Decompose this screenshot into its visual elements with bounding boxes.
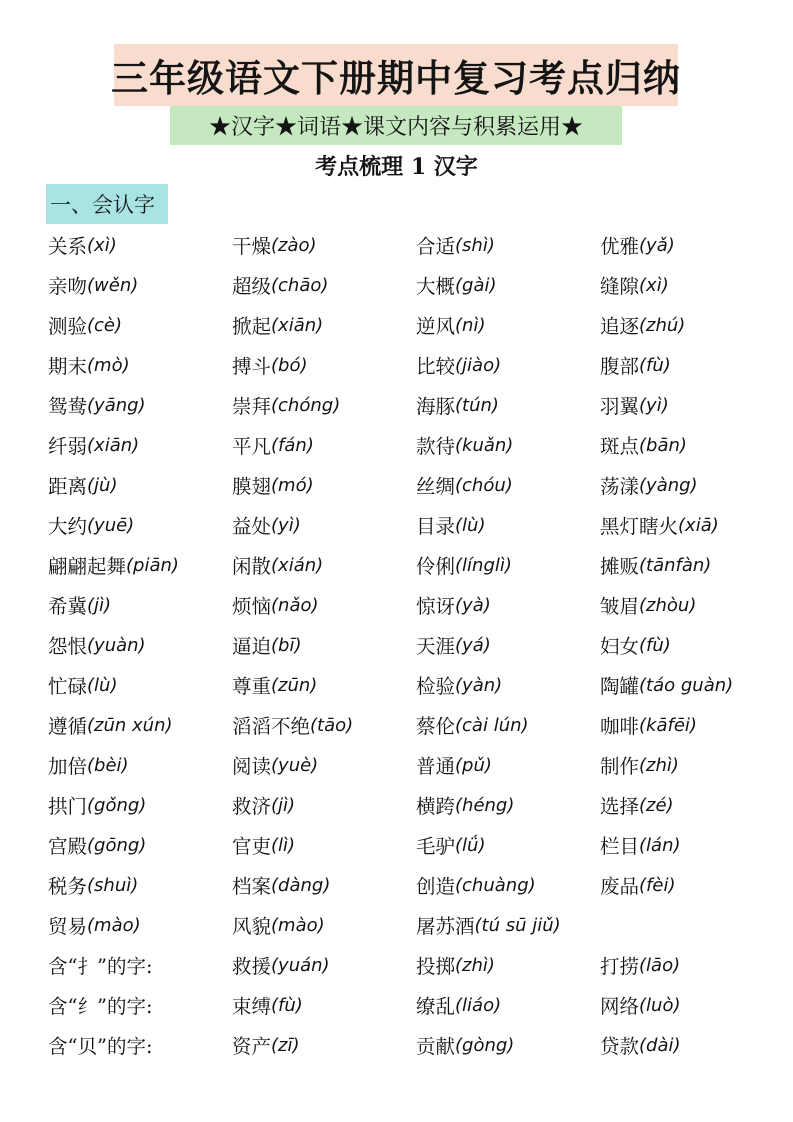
word-entry xyxy=(48,705,173,745)
word-text: 搏斗 xyxy=(232,355,272,378)
pinyin-text: (chuàng) xyxy=(455,874,536,896)
word-text: 束缚 xyxy=(232,995,272,1018)
word-row xyxy=(48,265,788,305)
word-text: 普通 xyxy=(416,755,456,778)
pinyin-text: (lì) xyxy=(271,834,296,856)
pinyin-text: (zhì) xyxy=(639,754,679,776)
word-text: 掀起 xyxy=(232,315,272,338)
word-entry xyxy=(600,505,719,545)
word-text: 亲吻 xyxy=(48,275,88,298)
pinyin-text: (jù) xyxy=(87,474,118,496)
word-entry xyxy=(232,385,340,425)
word-text: 干燥 xyxy=(232,235,272,258)
word-entry xyxy=(232,465,314,505)
word-row xyxy=(48,865,788,905)
pinyin-text: (nǎo) xyxy=(271,594,319,616)
pinyin-text: (jiào) xyxy=(455,354,502,376)
word-text: 栏目 xyxy=(600,835,640,858)
word-row xyxy=(48,465,788,505)
pinyin-text: (mào) xyxy=(271,914,325,936)
word-entry xyxy=(232,345,308,385)
word-text: 尊重 xyxy=(232,675,272,698)
word-text: 测验 xyxy=(48,315,88,338)
word-text: 怨恨 xyxy=(48,635,88,658)
section-heading: 一、会认字 xyxy=(46,184,168,224)
word-text: 蔡伦 xyxy=(416,715,456,738)
word-entry xyxy=(600,745,679,785)
pinyin-text: (yàng) xyxy=(639,474,698,496)
word-entry xyxy=(48,585,111,625)
pinyin-text: (chóu) xyxy=(455,474,513,496)
word-text: 目录 xyxy=(416,515,456,538)
word-row xyxy=(48,985,788,1025)
word-text: 贷款 xyxy=(600,1035,640,1058)
word-entry xyxy=(600,265,669,305)
pinyin-text: (cè) xyxy=(87,314,123,336)
word-text: 大概 xyxy=(416,275,456,298)
word-row xyxy=(48,345,788,385)
word-row xyxy=(48,1025,788,1065)
pinyin-text: (táo guàn) xyxy=(639,674,734,696)
pinyin-text: (fán) xyxy=(271,434,314,456)
word-text: 斑点 xyxy=(600,435,640,458)
word-text: 逼迫 xyxy=(232,635,272,658)
word-text: 救济 xyxy=(232,795,272,818)
word-entry xyxy=(232,505,301,545)
pinyin-text: (tānfàn) xyxy=(639,554,712,576)
word-entry xyxy=(600,305,685,345)
pinyin-text: (gài) xyxy=(455,274,497,296)
pinyin-text: (tún) xyxy=(455,394,499,416)
word-entry xyxy=(600,225,675,265)
word-text: 咖啡 xyxy=(600,715,640,738)
pinyin-text: (mào) xyxy=(87,914,141,936)
word-text: 追逐 xyxy=(600,315,640,338)
pinyin-text: (yuán) xyxy=(271,954,330,976)
word-text: 闲散 xyxy=(232,555,272,578)
word-text: 宫殿 xyxy=(48,835,88,858)
word-text: 缝隙 xyxy=(600,275,640,298)
pinyin-text: (yì) xyxy=(639,394,669,416)
word-entry xyxy=(48,345,130,385)
word-entry xyxy=(416,905,561,945)
word-text: 含“贝”的字: xyxy=(48,1035,153,1058)
word-entry xyxy=(600,625,671,665)
word-row xyxy=(48,385,788,425)
pinyin-text: (yà) xyxy=(455,594,491,616)
word-text: 制作 xyxy=(600,755,640,778)
word-row xyxy=(48,505,788,545)
pinyin-text: (xiā) xyxy=(678,514,719,536)
pinyin-text: (pǔ) xyxy=(455,754,492,776)
word-entry xyxy=(600,665,733,705)
pinyin-text: (yuē) xyxy=(87,514,135,536)
pinyin-text: (fù) xyxy=(639,634,671,656)
word-text: 官吏 xyxy=(232,835,272,858)
word-row xyxy=(48,665,788,705)
section-title: 考点梳理 1 汉字 xyxy=(315,153,478,180)
word-entry xyxy=(48,305,122,345)
word-text: 加倍 xyxy=(48,755,88,778)
word-entry xyxy=(48,785,146,825)
pinyin-text: (dài) xyxy=(639,1034,681,1056)
pinyin-text: (yǎ) xyxy=(639,234,675,256)
word-text: 黑灯瞎火 xyxy=(600,515,679,538)
word-text: 羽翼 xyxy=(600,395,640,418)
pinyin-text: (gōng) xyxy=(87,834,147,856)
word-text: 贡献 xyxy=(416,1035,456,1058)
word-entry xyxy=(232,545,323,585)
pinyin-text: (zhòu) xyxy=(639,594,697,616)
word-text: 关系 xyxy=(48,235,88,258)
word-entry xyxy=(416,345,501,385)
word-entry xyxy=(232,585,319,625)
word-entry xyxy=(48,1025,153,1065)
word-entry xyxy=(48,465,117,505)
word-entry xyxy=(416,225,495,265)
pinyin-text: (bān) xyxy=(639,434,687,456)
pinyin-text: (tāo) xyxy=(310,714,354,736)
word-entry xyxy=(416,585,491,625)
word-text: 距离 xyxy=(48,475,88,498)
word-entry xyxy=(232,705,353,745)
pinyin-text: (gòng) xyxy=(455,1034,515,1056)
word-row xyxy=(48,585,788,625)
word-entry xyxy=(48,665,117,705)
pinyin-text: (shuì) xyxy=(87,874,139,896)
pinyin-text: (yuè) xyxy=(271,754,319,776)
word-entry xyxy=(600,1025,681,1065)
word-text: 含“纟”的字: xyxy=(48,995,153,1018)
word-entry xyxy=(600,865,675,905)
word-entry xyxy=(416,825,485,865)
pinyin-text: (zào) xyxy=(271,234,317,256)
pinyin-text: (zī) xyxy=(271,1034,300,1056)
pinyin-text: (shì) xyxy=(455,234,495,256)
word-row xyxy=(48,825,788,865)
pinyin-text: (xì) xyxy=(87,234,117,256)
word-row xyxy=(48,625,788,665)
word-row xyxy=(48,225,788,265)
pinyin-text: (fù) xyxy=(639,354,671,376)
pinyin-text: (bó) xyxy=(271,354,308,376)
word-text: 废品 xyxy=(600,875,640,898)
page-title: 三年级语文下册期中复习考点归纳 xyxy=(114,44,678,106)
word-text: 希冀 xyxy=(48,595,88,618)
pinyin-text: (yá) xyxy=(455,634,491,656)
word-entry xyxy=(600,705,697,745)
word-row xyxy=(48,705,788,745)
pinyin-text: (lù) xyxy=(87,674,118,696)
word-text: 平凡 xyxy=(232,435,272,458)
word-entry xyxy=(416,465,513,505)
pinyin-text: (lǘ) xyxy=(455,834,486,856)
pinyin-text: (yì) xyxy=(271,514,301,536)
word-text: 崇拜 xyxy=(232,395,272,418)
pinyin-text: (mò) xyxy=(87,354,130,376)
word-entry xyxy=(232,825,295,865)
word-entry xyxy=(48,985,153,1025)
word-row xyxy=(48,745,788,785)
word-row xyxy=(48,305,788,345)
pinyin-text: (xián) xyxy=(271,554,324,576)
word-entry xyxy=(232,865,330,905)
pinyin-text: (mó) xyxy=(271,474,314,496)
word-text: 网络 xyxy=(600,995,640,1018)
pinyin-text: (wěn) xyxy=(87,274,139,296)
word-text: 滔滔不绝 xyxy=(232,715,311,738)
word-text: 档案 xyxy=(232,875,272,898)
pinyin-text: (kāfēi) xyxy=(639,714,697,736)
pinyin-text: (héng) xyxy=(455,794,515,816)
word-text: 腹部 xyxy=(600,355,640,378)
word-text: 超级 xyxy=(232,275,272,298)
word-text: 天涯 xyxy=(416,635,456,658)
word-entry xyxy=(232,425,314,465)
page-subtitle: ★汉字★词语★课文内容与积累运用★ xyxy=(170,106,622,145)
pinyin-text: (dàng) xyxy=(271,874,331,896)
word-text: 优雅 xyxy=(600,235,640,258)
word-text: 遵循 xyxy=(48,715,88,738)
pinyin-text: (yāng) xyxy=(87,394,146,416)
word-entry xyxy=(232,785,295,825)
pinyin-text: (zhú) xyxy=(639,314,686,336)
word-text: 荡漾 xyxy=(600,475,640,498)
pinyin-text: (lán) xyxy=(639,834,681,856)
word-text: 含“扌”的字: xyxy=(48,955,153,978)
word-row xyxy=(48,425,788,465)
word-text: 风貌 xyxy=(232,915,272,938)
character-grid xyxy=(48,225,788,1065)
pinyin-text: (zé) xyxy=(639,794,674,816)
word-text: 横跨 xyxy=(416,795,456,818)
word-text: 惊讶 xyxy=(416,595,456,618)
word-entry xyxy=(48,865,138,905)
pinyin-text: (luò) xyxy=(639,994,681,1016)
word-text: 选择 xyxy=(600,795,640,818)
pinyin-text: (nì) xyxy=(455,314,486,336)
pinyin-text: (liáo) xyxy=(455,994,502,1016)
word-text: 缭乱 xyxy=(416,995,456,1018)
word-text: 期末 xyxy=(48,355,88,378)
word-entry xyxy=(48,825,146,865)
pinyin-text: (xì) xyxy=(639,274,669,296)
word-entry xyxy=(600,465,698,505)
word-text: 翩翩起舞 xyxy=(48,555,127,578)
word-text: 毛驴 xyxy=(416,835,456,858)
word-text: 膜翅 xyxy=(232,475,272,498)
pinyin-text: (yàn) xyxy=(455,674,503,696)
pinyin-text: (jì) xyxy=(271,794,296,816)
word-entry xyxy=(416,665,502,705)
word-text: 资产 xyxy=(232,1035,272,1058)
word-text: 比较 xyxy=(416,355,456,378)
word-text: 纤弱 xyxy=(48,435,88,458)
word-entry xyxy=(232,305,323,345)
word-entry xyxy=(232,905,325,945)
word-text: 烦恼 xyxy=(232,595,272,618)
pinyin-text: (lāo) xyxy=(639,954,681,976)
pinyin-text: (cài lún) xyxy=(455,714,529,736)
word-entry xyxy=(416,505,485,545)
word-entry xyxy=(48,625,146,665)
word-entry xyxy=(600,825,681,865)
word-entry xyxy=(48,385,146,425)
word-entry xyxy=(48,265,138,305)
word-entry xyxy=(600,385,669,425)
word-entry xyxy=(232,625,302,665)
word-text: 海豚 xyxy=(416,395,456,418)
pinyin-text: (gǒng) xyxy=(87,794,147,816)
word-entry xyxy=(48,905,141,945)
word-text: 拱门 xyxy=(48,795,88,818)
word-entry xyxy=(416,745,492,785)
pinyin-text: (yuàn) xyxy=(87,634,146,656)
word-entry xyxy=(48,225,117,265)
pinyin-text: (xiān) xyxy=(87,434,140,456)
pinyin-text: (jì) xyxy=(87,594,112,616)
word-entry xyxy=(600,425,687,465)
word-text: 伶俐 xyxy=(416,555,456,578)
pinyin-text: (línglì) xyxy=(455,554,512,576)
word-entry xyxy=(600,585,696,625)
word-text: 妇女 xyxy=(600,635,640,658)
word-entry xyxy=(48,745,129,785)
word-text: 摊贩 xyxy=(600,555,640,578)
word-text: 投掷 xyxy=(416,955,456,978)
pinyin-text: (chāo) xyxy=(271,274,329,296)
word-text: 忙碌 xyxy=(48,675,88,698)
pinyin-text: (zūn) xyxy=(271,674,318,696)
word-row xyxy=(48,945,788,985)
pinyin-text: (bèi) xyxy=(87,754,129,776)
word-row xyxy=(48,905,788,945)
word-text: 逆风 xyxy=(416,315,456,338)
word-text: 检验 xyxy=(416,675,456,698)
word-text: 打捞 xyxy=(600,955,640,978)
word-entry xyxy=(600,985,680,1025)
word-entry xyxy=(416,265,497,305)
word-entry xyxy=(416,865,536,905)
word-text: 鸳鸯 xyxy=(48,395,88,418)
word-entry xyxy=(416,625,491,665)
pinyin-text: (zūn xún) xyxy=(87,714,173,736)
word-entry xyxy=(232,225,317,265)
pinyin-text: (tú sū jiǔ) xyxy=(474,914,561,936)
word-entry xyxy=(232,945,330,985)
word-entry xyxy=(232,985,303,1025)
pinyin-text: (xiān) xyxy=(271,314,324,336)
word-entry xyxy=(600,545,711,585)
word-entry xyxy=(416,705,529,745)
pinyin-text: (chóng) xyxy=(271,394,341,416)
word-entry xyxy=(416,985,501,1025)
word-entry xyxy=(416,385,499,425)
pinyin-text: (lù) xyxy=(455,514,486,536)
word-text: 税务 xyxy=(48,875,88,898)
word-entry xyxy=(416,545,512,585)
word-row xyxy=(48,545,788,585)
word-entry xyxy=(48,545,179,585)
word-text: 丝绸 xyxy=(416,475,456,498)
word-entry xyxy=(48,505,134,545)
word-text: 大约 xyxy=(48,515,88,538)
word-text: 阅读 xyxy=(232,755,272,778)
word-row xyxy=(48,785,788,825)
word-text: 合适 xyxy=(416,235,456,258)
word-entry xyxy=(600,345,671,385)
word-text: 益处 xyxy=(232,515,272,538)
pinyin-text: (fèi) xyxy=(639,874,676,896)
pinyin-text: (piān) xyxy=(126,554,179,576)
pinyin-text: (zhì) xyxy=(455,954,495,976)
word-entry xyxy=(48,945,153,985)
word-text: 款待 xyxy=(416,435,456,458)
word-entry xyxy=(416,785,514,825)
word-entry xyxy=(416,945,495,985)
pinyin-text: (fù) xyxy=(271,994,303,1016)
word-text: 贸易 xyxy=(48,915,88,938)
word-text: 救援 xyxy=(232,955,272,978)
word-text: 皱眉 xyxy=(600,595,640,618)
word-entry xyxy=(600,785,674,825)
word-text: 创造 xyxy=(416,875,456,898)
word-entry xyxy=(416,305,485,345)
word-entry xyxy=(232,265,328,305)
word-text: 陶罐 xyxy=(600,675,640,698)
word-entry xyxy=(232,665,317,705)
word-entry xyxy=(232,745,318,785)
word-entry xyxy=(416,425,513,465)
word-entry xyxy=(48,425,139,465)
word-text: 屠苏酒 xyxy=(416,915,475,938)
word-entry xyxy=(232,1025,300,1065)
pinyin-text: (kuǎn) xyxy=(455,434,514,456)
word-entry xyxy=(600,945,680,985)
word-entry xyxy=(416,1025,514,1065)
pinyin-text: (bī) xyxy=(271,634,302,656)
